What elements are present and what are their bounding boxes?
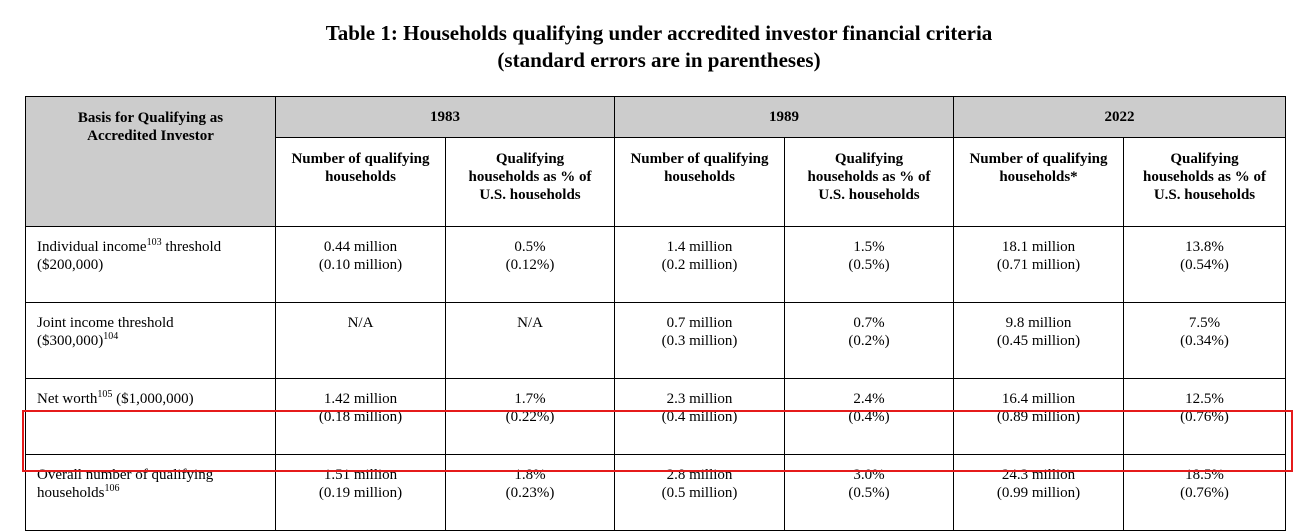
households-table [25, 96, 1286, 531]
header-year-1983: 1983 [276, 97, 615, 138]
table-cell: N/A [446, 303, 615, 379]
row-label: Overall number of qualifying households$^{106}$ [26, 455, 276, 531]
table-row-individual-income [26, 227, 1286, 303]
table-cell: 0.7% (0.2%) [785, 303, 954, 379]
table-cell: 16.4 million (0.89 million) [954, 379, 1124, 455]
table-cell: 0.44 million (0.10 million) [276, 227, 446, 303]
table-cell: 1.4 million (0.2 million) [615, 227, 785, 303]
table-cell: 1.5% (0.5%) [785, 227, 954, 303]
table-cell: 1.7% (0.22%) [446, 379, 615, 455]
table-title-line2: (standard errors are in parentheses) [497, 48, 821, 72]
table-row-overall [26, 455, 1286, 531]
row-label: Individual income$^{103}$ threshold ($200,000) [26, 227, 276, 303]
table-cell: 9.8 million (0.45 million) [954, 303, 1124, 379]
table-row-joint-income [26, 303, 1286, 379]
table-cell: 0.5% (0.12%) [446, 227, 615, 303]
header-year-1989: 1989 [615, 97, 954, 138]
table-row-net-worth [26, 379, 1286, 455]
table-cell: 12.5% (0.76%) [1124, 379, 1286, 455]
table-cell: 1.51 million (0.19 million) [276, 455, 446, 531]
table-cell: 1.42 million (0.18 million) [276, 379, 446, 455]
table-cell: 2.8 million (0.5 million) [615, 455, 785, 531]
table-title-line1: Table 1: Households qualifying under accredited investor financial criteria [325, 21, 993, 45]
header-sub-count-1989: Number of qualifying households [615, 138, 785, 227]
table-cell: 1.8% (0.23%) [446, 455, 615, 531]
table-cell: 13.8% (0.54%) [1124, 227, 1286, 303]
header-sub-pct-1983: Qualifying households as % of U.S. households [446, 138, 615, 227]
header-sub-count-1983: Number of qualifying households [276, 138, 446, 227]
table-cell: 2.3 million (0.4 million) [615, 379, 785, 455]
table-cell: 3.0% (0.5%) [785, 455, 954, 531]
header-basis: Basis for Qualifying as Accredited Investor [26, 97, 276, 227]
row-label: Net worth$^{105}$ ($1,000,000) [26, 379, 276, 455]
header-sub-pct-2022: Qualifying households as % of U.S. households [1124, 138, 1286, 227]
table-cell: 0.7 million (0.3 million) [615, 303, 785, 379]
table-cell: 18.5% (0.76%) [1124, 455, 1286, 531]
header-year-2022: 2022 [954, 97, 1286, 138]
table-cell: 7.5% (0.34%) [1124, 303, 1286, 379]
table-cell: 2.4% (0.4%) [785, 379, 954, 455]
table-cell: 24.3 million (0.99 million) [954, 455, 1124, 531]
table-title [0, 20, 1307, 74]
header-sub-count-2022: Number of qualifying households* [954, 138, 1124, 227]
table-cell: 18.1 million (0.71 million) [954, 227, 1124, 303]
row-label: Joint income threshold ($300,000)$^{104}$ [26, 303, 276, 379]
table-cell: N/A [276, 303, 446, 379]
header-sub-pct-1989: Qualifying households as % of U.S. households [785, 138, 954, 227]
